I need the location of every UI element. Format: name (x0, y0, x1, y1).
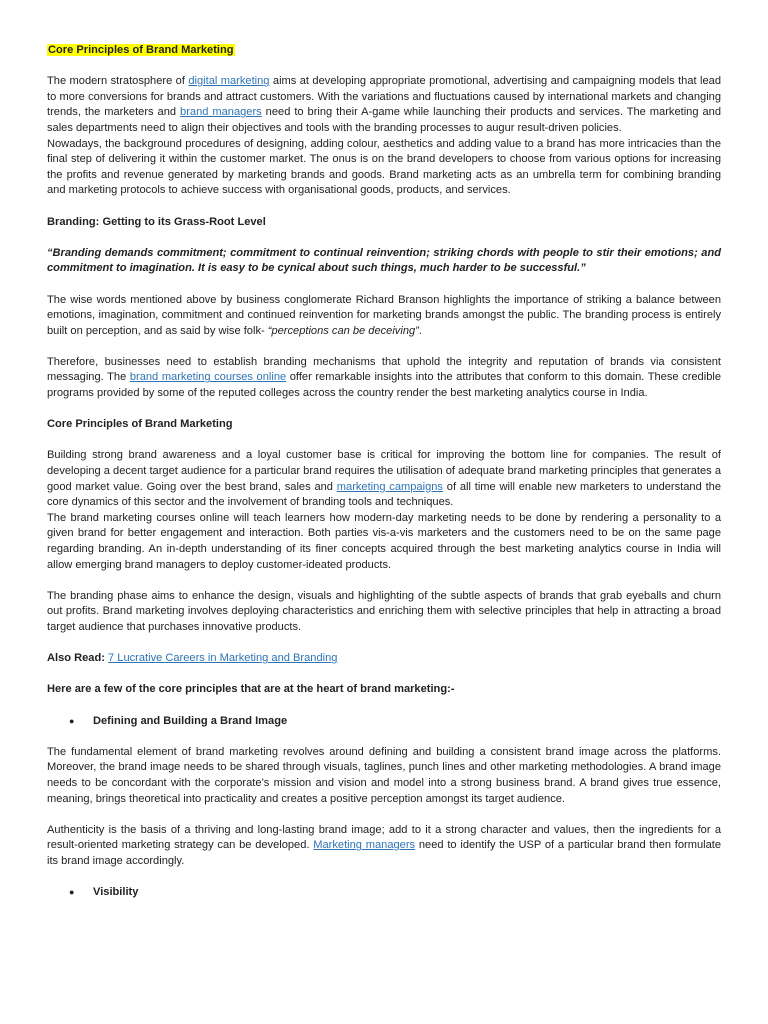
marketing-managers-link[interactable]: Marketing managers (313, 839, 416, 852)
nowadays-paragraph: Nowadays, the background procedures of designing, adding colour, aesthetics and adding value to a brand has more intricacies than the final step of delivering it within the customer market. The onus is on the brand developers to choose from various options for increasing the profits and revenue generated by marketing brands and goods. Brand marketing acts as an umbrella term for combining branding and marketing protocols to achieve success with organisational goods, products, and services. (47, 137, 721, 197)
wise-words-paragraph (47, 293, 721, 340)
bullet-dot-icon: ● (69, 887, 75, 898)
authenticity-paragraph (47, 823, 721, 870)
wise-text-a: The wise words mentioned above by business conglomerate Richard Branson highlights the importance of striking a balance between emotions, imagination, commitment and continued reinvention for marketing brands amongst the public. The branding process is entirely built on perception, and as said by wise folk- (47, 293, 721, 337)
bullet-visibility-label: Visibility (93, 886, 139, 899)
lucrative-careers-link[interactable]: 7 Lucrative Careers in Marketing and Branding (108, 652, 338, 665)
courses-paragraph: The brand marketing courses online will teach learners how modern-day marketing needs to be done by rendering a personality to a given brand for better engagement and interaction. Both parties vis-a-vis marketers and the customers need to be on the same page regarding branding. An in-depth understanding of its finer concepts acquired through the best marketing analytics course in India will allow emerging brand managers to deploy customer-ideated products. (47, 511, 721, 571)
therefore-text-b: offer remarkable insights into the attributes that conform to this domain. These credible programs provided by some of the reputed colleges across the country render the best marketing analytics course in India. (47, 371, 721, 400)
fundamental-paragraph: The fundamental element of brand marketing revolves around defining and building a consistent brand image across the platforms. Moreover, the brand image needs to be shared through visuals, taglines, punch lines and other marketing methodologies. A brand image needs to be concordant with the corporate’s mission and vision and model into a strong business brand. A brand gives true essence, meaning, brings theoretical into practicality and creates a positive perception amongst its target audience. (47, 745, 721, 805)
building-text-b: of all time will enable new marketers to understand the core dynamics of this sector and the involvement of branding tools and techniques. (47, 480, 722, 509)
also-read-label: Also Read: (47, 652, 109, 665)
intro-text-b: aims at developing appropriate promotional, advertising and campaigning models that lead to more conversions for brands and attract customers. With the variations and fluctuations caused by international markets and changing trends, the marketers and (47, 75, 721, 119)
bullet-visibility (47, 885, 721, 901)
digital-marketing-link[interactable]: digital marketing (188, 75, 270, 88)
authenticity-text-a: Authenticity is the basis of a thriving and long-lasting brand image; add to it a strong character and values, then the ingredients for a result-oriented marketing strategy can be developed. (47, 823, 721, 852)
core-principles-heading: Core Principles of Brand Marketing (47, 418, 233, 431)
intro-text-a: The modern stratosphere of (47, 75, 189, 88)
brand-managers-link[interactable]: brand managers (180, 106, 262, 119)
building-paragraph (47, 448, 721, 510)
marketing-campaigns-link[interactable]: marketing campaigns (336, 480, 443, 493)
branding-heading: Branding: Getting to its Grass-Root Level (47, 215, 266, 228)
also-read-line (47, 651, 721, 667)
bullet-dot-icon: ● (69, 715, 75, 726)
document-title-line (47, 43, 721, 59)
core-principles-intro: Here are a few of the core principles that are at the heart of brand marketing:- (47, 683, 455, 696)
therefore-text-a: Therefore, businesses need to establish branding mechanisms that uphold the integrity and reputation of brands via consistent messaging. The (47, 355, 721, 384)
branson-quote: “Branding demands commitment; commitment to continual reinvention; striking chords with people to stir their emotions; and commitment to imagination. It is easy to be cynical about such things, much harder to be successful.” (47, 246, 721, 275)
bullet-brand-image (47, 714, 721, 730)
wise-text-b: . (418, 324, 422, 337)
brand-marketing-courses-link[interactable]: brand marketing courses online (129, 371, 287, 384)
authenticity-text-b: need to identify the USP of a particular brand then formulate its brand image accordingly. (47, 839, 722, 867)
perceptions-quote: “perceptions can be deceiving” (267, 324, 419, 337)
bullet-brand-image-label: Defining and Building a Brand Image (93, 714, 288, 727)
intro-paragraph (47, 74, 721, 136)
building-text-a: Building strong brand awareness and a loyal customer base is critical for improving the bottom line for companies. The result of developing a decent target audience for a particular brand requires the utilisation of adequate brand marketing principles that generates a good market value. Going over the best brand, sales and (47, 449, 721, 493)
document-title: Core Principles of Brand Marketing (48, 44, 234, 56)
intro-text-c: need to bring their A-game while launching their products and services. The marketing and sales departments need to align their objectives and tools with the branding processes to augur result-driven policies. (47, 106, 721, 134)
therefore-paragraph (47, 355, 721, 402)
branding-phase-paragraph: The branding phase aims to enhance the design, visuals and highlighting of the subtle aspects of brands that grab eyeballs and churn out profits. Brand marketing involves deploying characteristics and enriching them with selective principles that help in attracting a broad target audience that purchases innovative products. (47, 589, 721, 633)
